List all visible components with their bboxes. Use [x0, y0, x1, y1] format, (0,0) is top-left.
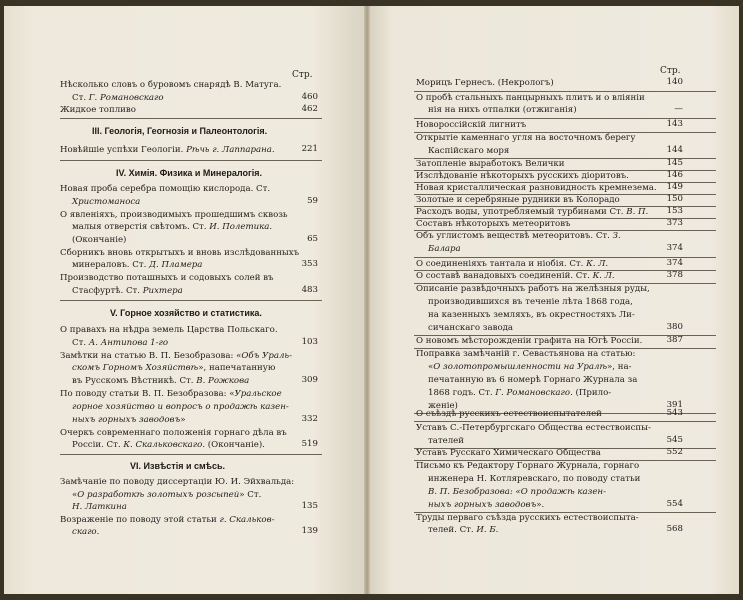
page-number: 374	[666, 258, 683, 268]
toc-entry-cont: «О разработкѣ золотыхъ розсыпей» Ст.	[72, 490, 262, 500]
toc-entry: Замѣчаніе по поводу диссертаціи Ю. И. Эйхвальда:	[60, 477, 295, 487]
toc-entry: Новороссійскій лигнитъ	[416, 120, 527, 130]
page-number: 145	[666, 158, 683, 168]
page-number: 146	[666, 170, 683, 180]
page-number: 552	[666, 447, 683, 457]
section-divider	[60, 300, 322, 301]
page-number: 373	[666, 218, 683, 228]
toc-entry-cont: инженера Н. Котляревскаго, по поводу статьи	[428, 474, 641, 484]
toc-entry: Поправка замѣчаній г. Севастьянова на статью:	[416, 349, 636, 359]
page-number: 353	[301, 259, 318, 269]
toc-entry-cont: производившихся въ теченіе лѣта 1868 года,	[428, 297, 633, 307]
toc-entry: Замѣтки на статью В. П. Безобразова: «Объ Ураль-	[60, 351, 292, 361]
toc-entry: О съѣздѣ русскихъ естествоиспытателей	[416, 409, 602, 419]
toc-entry: По поводу статьи В. П. Безобразова: «Уральское	[60, 389, 282, 399]
page-column-header: Стр.	[292, 70, 313, 80]
page-number: 309	[301, 375, 318, 385]
toc-entry-cont: минераловъ. Ст. Д. Пламера	[72, 260, 203, 270]
toc-entry: Уставъ С.-Петербургскаго Общества естествоиспы-	[416, 423, 651, 433]
toc-entry-cont: Ст. Г. Романовскаго	[72, 93, 164, 103]
section-heading: VI. Извѣстія и смѣсь.	[130, 461, 226, 471]
toc-entry: Золотые и серебряные рудники въ Колорадо	[416, 195, 620, 205]
toc-entry-cont: нія на нихъ отпалки (отжиганія)	[428, 105, 577, 115]
page-number: 59	[307, 196, 318, 206]
toc-entry-cont: ныхъ горныхъ заводовъ»	[72, 415, 186, 425]
toc-entry: Изслѣдованіе нѣкоторыхъ русскихъ діоритовъ.	[416, 171, 629, 181]
toc-entry-cont: телей. Ст. И. Б.	[428, 525, 499, 535]
toc-entry: Труды перваго съѣзда русскихъ естествоиспыта-	[416, 513, 639, 523]
page-number: 140	[666, 77, 683, 87]
page-number: 139	[301, 526, 318, 536]
toc-entry-cont: ныхъ горныхъ заводовъ».	[428, 500, 545, 510]
page-number: 150	[666, 194, 683, 204]
section-divider	[60, 454, 322, 455]
page-number: 462	[301, 104, 318, 114]
toc-entry-cont: Россіи. Ст. К. Скальковскаго. (Окончаніе).	[72, 440, 265, 450]
toc-entry: Открытіе каменнаго угля на восточномъ берегу	[416, 133, 636, 143]
page-number: 543	[666, 408, 683, 418]
toc-entry-cont: скомъ Горномъ Хозяйствѣ», напечатанную	[72, 363, 276, 373]
toc-entry: Жидкое топливо	[60, 105, 136, 115]
page-number: 380	[666, 322, 683, 332]
toc-entry-cont: Балара	[428, 244, 461, 254]
page-number: 545	[666, 435, 683, 445]
page-number: 374	[666, 243, 683, 253]
toc-entry: Объ углистомъ веществѣ метеоритовъ. Ст. З.	[416, 231, 621, 241]
toc-entry: Производство поташныхъ и содовыхъ солей въ	[60, 273, 274, 283]
page-number: 568	[666, 524, 683, 534]
toc-entry: О новомъ мѣсторожденіи графита на Югѣ Россіи.	[416, 336, 643, 346]
toc-entry: Затопленіе выработокъ Велички	[416, 159, 565, 169]
page-number: 149	[666, 182, 683, 192]
section-divider	[60, 118, 322, 119]
toc-entry-cont: тателей	[428, 436, 464, 446]
toc-entry: Составъ нѣкоторыхъ метеоритовъ	[416, 219, 571, 229]
toc-entry-cont: Каспійскаго моря	[428, 146, 510, 156]
toc-entry-cont: 1868 годъ. Ст. Г. Романовскаго. (Прило-	[428, 388, 612, 398]
toc-entry: Описаніе развѣдочныхъ работъ на желѣзныя руды,	[416, 284, 650, 294]
toc-entry-cont: Ст. А. Антипова 1-го	[72, 338, 169, 348]
toc-entry: Новѣйшіе успѣхи Геологіи. Рѣчь г. Лаппарана.	[60, 145, 275, 155]
toc-entry: О явленіяхъ, производимыхъ прошедшимъ сквозь	[60, 210, 288, 220]
page-number: 554	[666, 499, 683, 509]
toc-entry-cont: сичанскаго завода	[428, 323, 514, 333]
page-number: 153	[666, 206, 683, 216]
page-number: 460	[301, 92, 318, 102]
toc-entry: Нѣсколько словъ о буровомъ снарядѣ В. Матуга.	[60, 80, 282, 90]
page-number: 387	[666, 335, 683, 345]
toc-entry: О соединеніяхъ тантала и ніобія. Ст. К. Л.	[416, 259, 609, 269]
toc-entry-cont: Стасфуртѣ. Ст. Рихтера	[72, 286, 183, 296]
toc-entry-cont: Христоманоса	[72, 197, 141, 207]
page-number: 221	[301, 144, 318, 154]
book-gutter	[364, 6, 370, 594]
toc-entry-cont: (Окончаніе)	[72, 235, 127, 245]
toc-entry-cont: женіе)	[428, 401, 458, 411]
page-number: 65	[307, 234, 318, 244]
toc-entry: Письмо къ Редактору Горнаго Журнала, горнаго	[416, 461, 640, 471]
toc-entry: Новая кристаллическая разновидность кремнезема.	[416, 183, 657, 193]
toc-entry-cont: горное хозяйство и вопросъ о продажѣ казен-	[72, 402, 289, 412]
toc-entry-cont: печатанную въ 6 номерѣ Горнаго Журнала за	[428, 375, 638, 385]
toc-entry: Новая проба серебра помощію кислорода. Ст.	[60, 184, 271, 194]
page-number: 378	[666, 270, 683, 280]
toc-entry-cont: скаго.	[72, 527, 100, 537]
toc-entry-cont: В. П. Безобразова: «О продажѣ казен-	[428, 487, 606, 497]
page-number: 103	[301, 337, 318, 347]
page-number: 519	[301, 439, 318, 449]
page-number: 483	[301, 285, 318, 295]
page-number: 135	[301, 501, 318, 511]
toc-entry-cont: Н. Латкина	[72, 502, 127, 512]
toc-entry-cont: въ Русскомъ Вѣстникѣ. Ст. В. Рожкова	[72, 376, 250, 386]
toc-entry-cont: «О золотопромышленности на Уралѣ», на-	[428, 362, 632, 372]
section-heading: V. Горное хозяйство и статистика.	[110, 308, 262, 318]
section-heading: IV. Химія. Физика и Минералогія.	[116, 168, 262, 178]
page-column-header: Стр.	[660, 66, 681, 76]
toc-entry: Морицъ Гернесъ. (Некрологъ)	[416, 78, 554, 88]
toc-entry: Сборникъ вновь открытыхъ и вновь изслѣдованныхъ	[60, 248, 300, 258]
toc-entry-cont: малыя отверстія свѣтомъ. Ст. И. Полетика.	[72, 222, 273, 232]
section-heading: III. Геологія, Геогнозія и Палеонтологія.	[92, 126, 268, 136]
page-number: 144	[666, 145, 683, 155]
toc-entry: Очеркъ современнаго положенія горнаго дѣла въ	[60, 428, 287, 438]
toc-entry: Уставъ Русскаго Химическаго Общества	[416, 448, 601, 458]
page-number: 143	[666, 119, 683, 129]
toc-entry: О правахъ на нѣдра земель Царства Польскаго.	[60, 325, 278, 335]
toc-entry: О пробѣ стальныхъ панцырныхъ плитъ и о вліяніи	[416, 93, 645, 103]
toc-entry: Возраженіе по поводу этой статьи г. Скальков-	[60, 515, 275, 525]
toc-entry-cont: на казенныхъ земляхъ, въ окрестностяхъ Ли-	[428, 310, 635, 320]
toc-entry: О составѣ ванадовыхъ соединеній. Ст. К. Л.	[416, 271, 615, 281]
section-divider	[60, 160, 322, 161]
toc-entry: Расходъ воды, употребляемый турбинами Ст. В. П.	[416, 207, 649, 217]
page-number: 391	[666, 400, 683, 410]
page-number: 332	[301, 414, 318, 424]
page-number: —	[674, 104, 683, 114]
